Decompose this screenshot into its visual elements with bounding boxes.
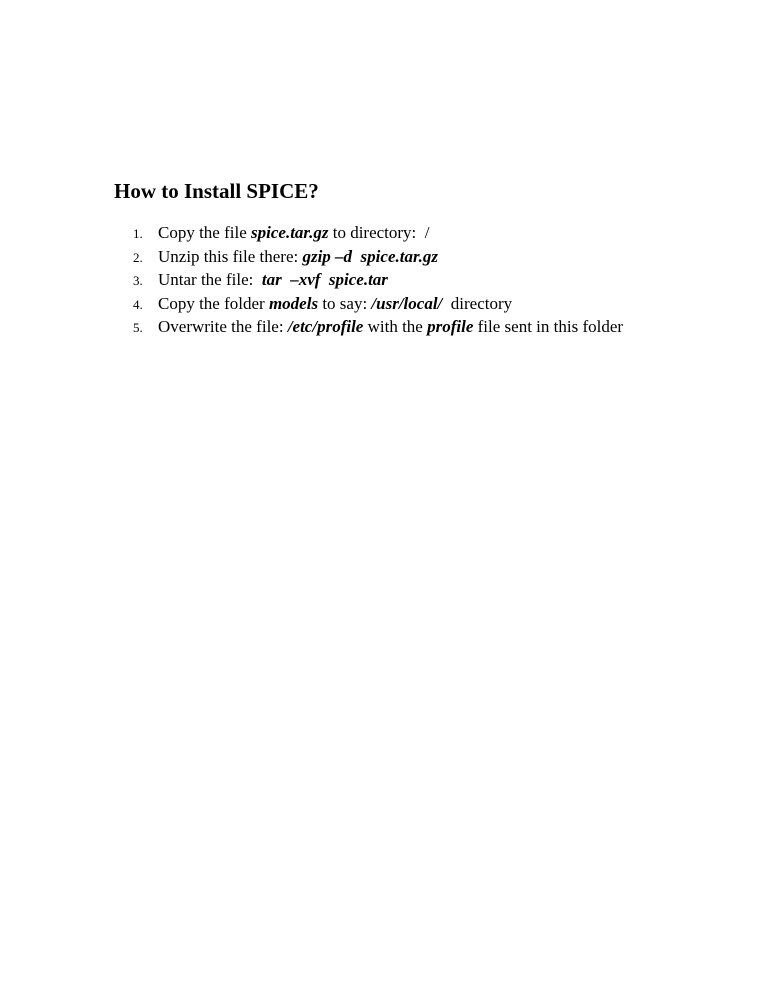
- step-text: [158, 292, 668, 316]
- command-text: /etc/profile: [287, 317, 364, 336]
- step-text: [158, 315, 668, 339]
- step-text-segment: file sent in this folder: [473, 317, 624, 336]
- page-title: How to Install SPICE?: [114, 179, 319, 203]
- step-text-segment: to directory: /: [328, 223, 430, 242]
- list-item: [0, 245, 768, 269]
- list-item: [0, 315, 768, 339]
- command-text: /usr/local/: [371, 293, 443, 313]
- list-item: [0, 268, 768, 292]
- install-steps-list: [0, 221, 768, 339]
- step-number: 5.: [133, 320, 143, 335]
- list-item: [0, 292, 768, 316]
- list-item: [0, 221, 768, 245]
- step-number: 4.: [133, 296, 143, 312]
- step-text: [158, 268, 668, 292]
- command-text: gzip –d spice.tar.gz: [302, 246, 439, 266]
- command-text: tar –xvf spice.tar: [261, 270, 388, 289]
- step-text-segment: Copy the file: [158, 223, 252, 242]
- step-text-segment: directory: [442, 293, 513, 313]
- step-text-segment: Unzip this file there:: [158, 246, 303, 266]
- step-number: 2.: [133, 249, 143, 265]
- step-text: [158, 245, 668, 269]
- command-text: spice.tar.gz: [251, 223, 329, 242]
- step-text-segment: with the: [363, 317, 428, 336]
- command-text: models: [268, 293, 319, 313]
- step-text-segment: Overwrite the file:: [158, 317, 288, 336]
- step-text-segment: Untar the file:: [158, 270, 262, 289]
- step-text-segment: to say:: [318, 293, 372, 313]
- step-text: [158, 221, 668, 245]
- command-text: profile: [427, 317, 474, 336]
- step-number: 1.: [133, 226, 143, 241]
- step-number: 3.: [133, 273, 143, 288]
- step-text-segment: Copy the folder: [158, 293, 269, 313]
